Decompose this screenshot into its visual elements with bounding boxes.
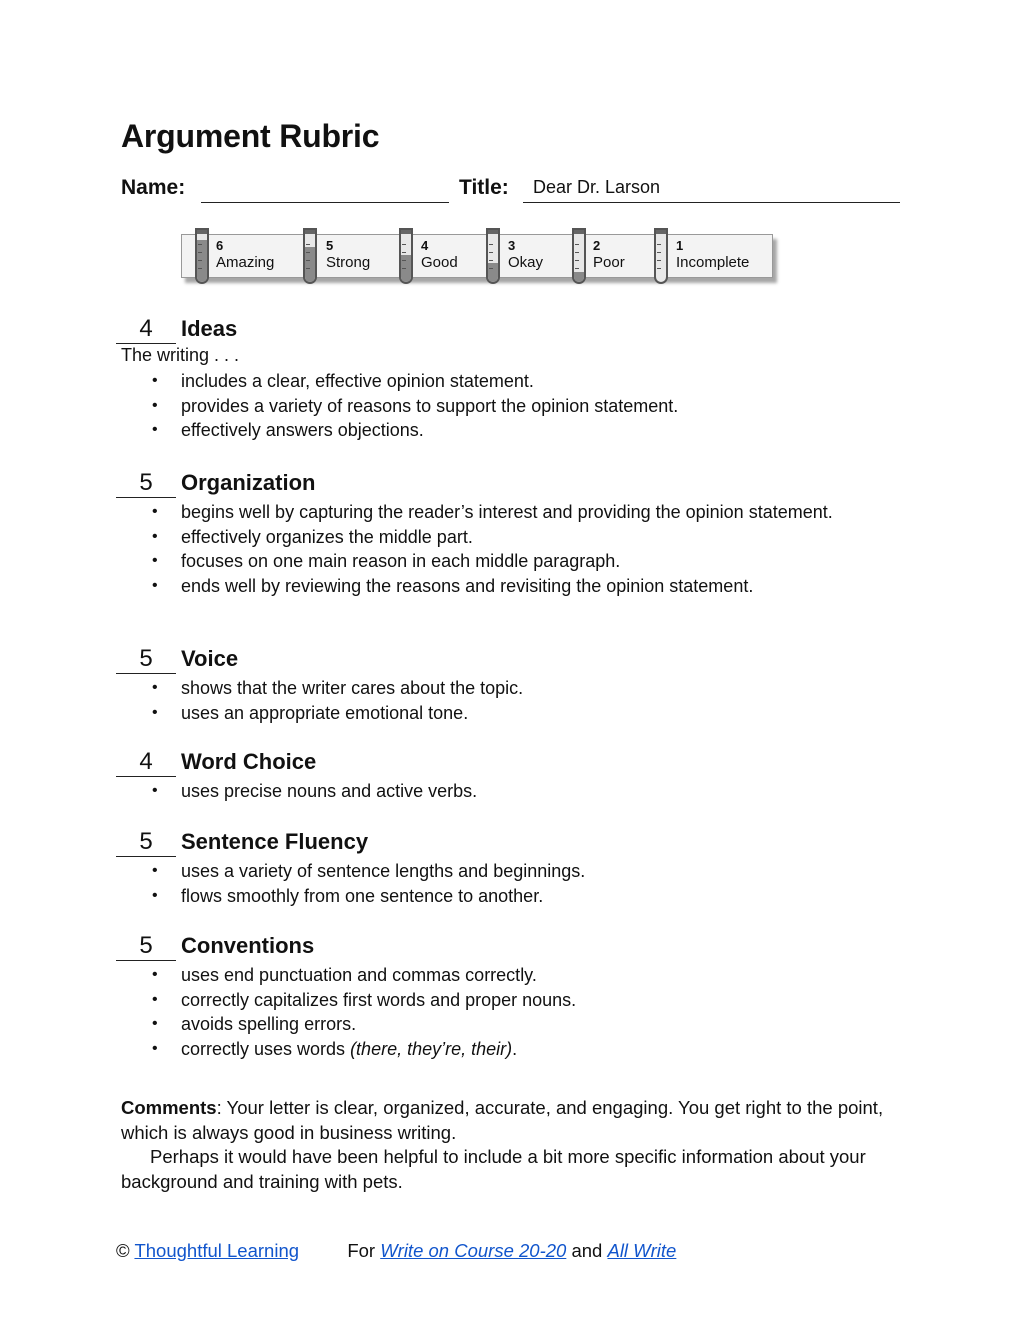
criteria-text: begins well by capturing the reader’s interest and providing the opinion statement.: [181, 502, 833, 522]
scale-label: Okay: [508, 254, 544, 271]
section-title: Ideas: [181, 316, 238, 341]
score-field[interactable]: 4: [116, 315, 176, 344]
criteria-item: [141, 963, 841, 988]
scale-label: Incomplete: [676, 254, 750, 271]
name-label: Name:: [121, 176, 186, 199]
copyright-symbol: ©: [116, 1240, 130, 1261]
criteria-item: [141, 859, 841, 884]
comments-block: [121, 1096, 911, 1194]
criteria-text: uses end punctuation and commas correctly.: [181, 965, 537, 985]
thermometer-icon: [303, 228, 317, 284]
section-title: Conventions: [181, 933, 315, 958]
score-field[interactable]: 4: [116, 748, 176, 777]
scale-number: 4: [421, 238, 429, 253]
publisher-link[interactable]: Thoughtful Learning: [134, 1240, 300, 1261]
comments-para-2: Perhaps it would have been helpful to include a bit more specific information about your background and training with pets.: [121, 1146, 866, 1192]
thermometer-icon: [195, 228, 209, 284]
criteria-text: effectively answers objections.: [181, 420, 424, 440]
criteria-item: [141, 574, 841, 599]
criteria-item: [141, 676, 841, 701]
criteria-item: [141, 1037, 841, 1062]
section-intro: The writing . . .: [121, 345, 240, 365]
criteria-text: avoids spelling errors.: [181, 1014, 357, 1034]
section-title: Voice: [181, 646, 239, 671]
comments-label: Comments: [121, 1097, 217, 1118]
page-title: Argument Rubric: [121, 118, 380, 154]
score-field[interactable]: 5: [116, 469, 176, 498]
criteria-item: [141, 549, 841, 574]
criteria-text: uses a variety of sentence lengths and beginnings.: [181, 861, 586, 881]
criteria-text-end: .: [512, 1038, 518, 1059]
footer-and-text: and: [571, 1240, 603, 1261]
criteria-text: focuses on one main reason in each middle paragraph.: [181, 551, 621, 571]
scale-number: 2: [593, 238, 601, 253]
criteria-text: uses precise nouns and active verbs.: [181, 781, 478, 801]
criteria-text: provides a variety of reasons to support the opinion statement.: [181, 395, 679, 416]
score-field[interactable]: 5: [116, 645, 176, 674]
comments-para-1: : Your letter is clear, organized, accurate, and engaging. You get right to the point, which is always good in business writing.: [121, 1097, 884, 1143]
scale-label: Good: [421, 254, 458, 271]
criteria-example-words: (there, they’re, their): [350, 1038, 513, 1059]
criteria-text: shows that the writer cares about the topic.: [181, 678, 524, 698]
score-field[interactable]: 5: [116, 932, 176, 961]
criteria-item: [141, 525, 841, 550]
footer: [116, 1240, 676, 1262]
book-link-all-write[interactable]: All Write: [607, 1240, 677, 1261]
criteria-text: ends well by reviewing the reasons and revisiting the opinion statement.: [181, 575, 754, 596]
thermometer-icon: [399, 228, 413, 284]
thermometer-icon: [486, 228, 500, 284]
scale-number: 5: [326, 238, 334, 253]
scale-label: Amazing: [216, 254, 275, 271]
criteria-item: [141, 884, 841, 909]
criteria-item: [141, 1012, 841, 1037]
criteria-list: [141, 963, 841, 1061]
title-value: Dear Dr. Larson: [533, 177, 661, 197]
criteria-list: [141, 779, 841, 804]
criteria-list: [141, 500, 841, 598]
criteria-text: includes a clear, effective opinion statement.: [181, 371, 534, 391]
section-title: Organization: [181, 470, 316, 495]
book-link-write-on-course[interactable]: Write on Course 20-20: [380, 1240, 567, 1261]
scale-label: Poor: [593, 254, 625, 271]
criteria-list: [141, 676, 841, 725]
criteria-item: [141, 988, 841, 1013]
scale-number: 6: [216, 238, 224, 253]
title-label: Title:: [459, 176, 509, 199]
criteria-text: uses an appropriate emotional tone.: [181, 702, 469, 723]
criteria-list: [141, 859, 841, 908]
rating-scale: [181, 228, 781, 288]
criteria-item: [141, 418, 841, 443]
section-title: Sentence Fluency: [181, 829, 369, 854]
criteria-item: [141, 779, 841, 804]
scale-label: Strong: [326, 254, 371, 271]
scale-number: 1: [676, 238, 684, 253]
section-title: Word Choice: [181, 749, 317, 774]
criteria-list: [141, 369, 841, 443]
footer-for-text: For: [347, 1240, 376, 1261]
criteria-text: flows smoothly from one sentence to another.: [181, 885, 544, 906]
criteria-item: [141, 394, 841, 419]
score-field[interactable]: 5: [116, 828, 176, 857]
thermometer-icon: [654, 228, 668, 284]
thermometer-icon: [572, 228, 586, 284]
criteria-text: effectively organizes the middle part.: [181, 526, 473, 547]
criteria-text: correctly uses words: [181, 1038, 351, 1059]
criteria-item: [141, 500, 841, 525]
name-field[interactable]: [201, 176, 449, 203]
criteria-item: [141, 701, 841, 726]
criteria-item: [141, 369, 841, 394]
scale-number: 3: [508, 238, 516, 253]
criteria-text: correctly capitalizes first words and proper nouns.: [181, 989, 577, 1010]
